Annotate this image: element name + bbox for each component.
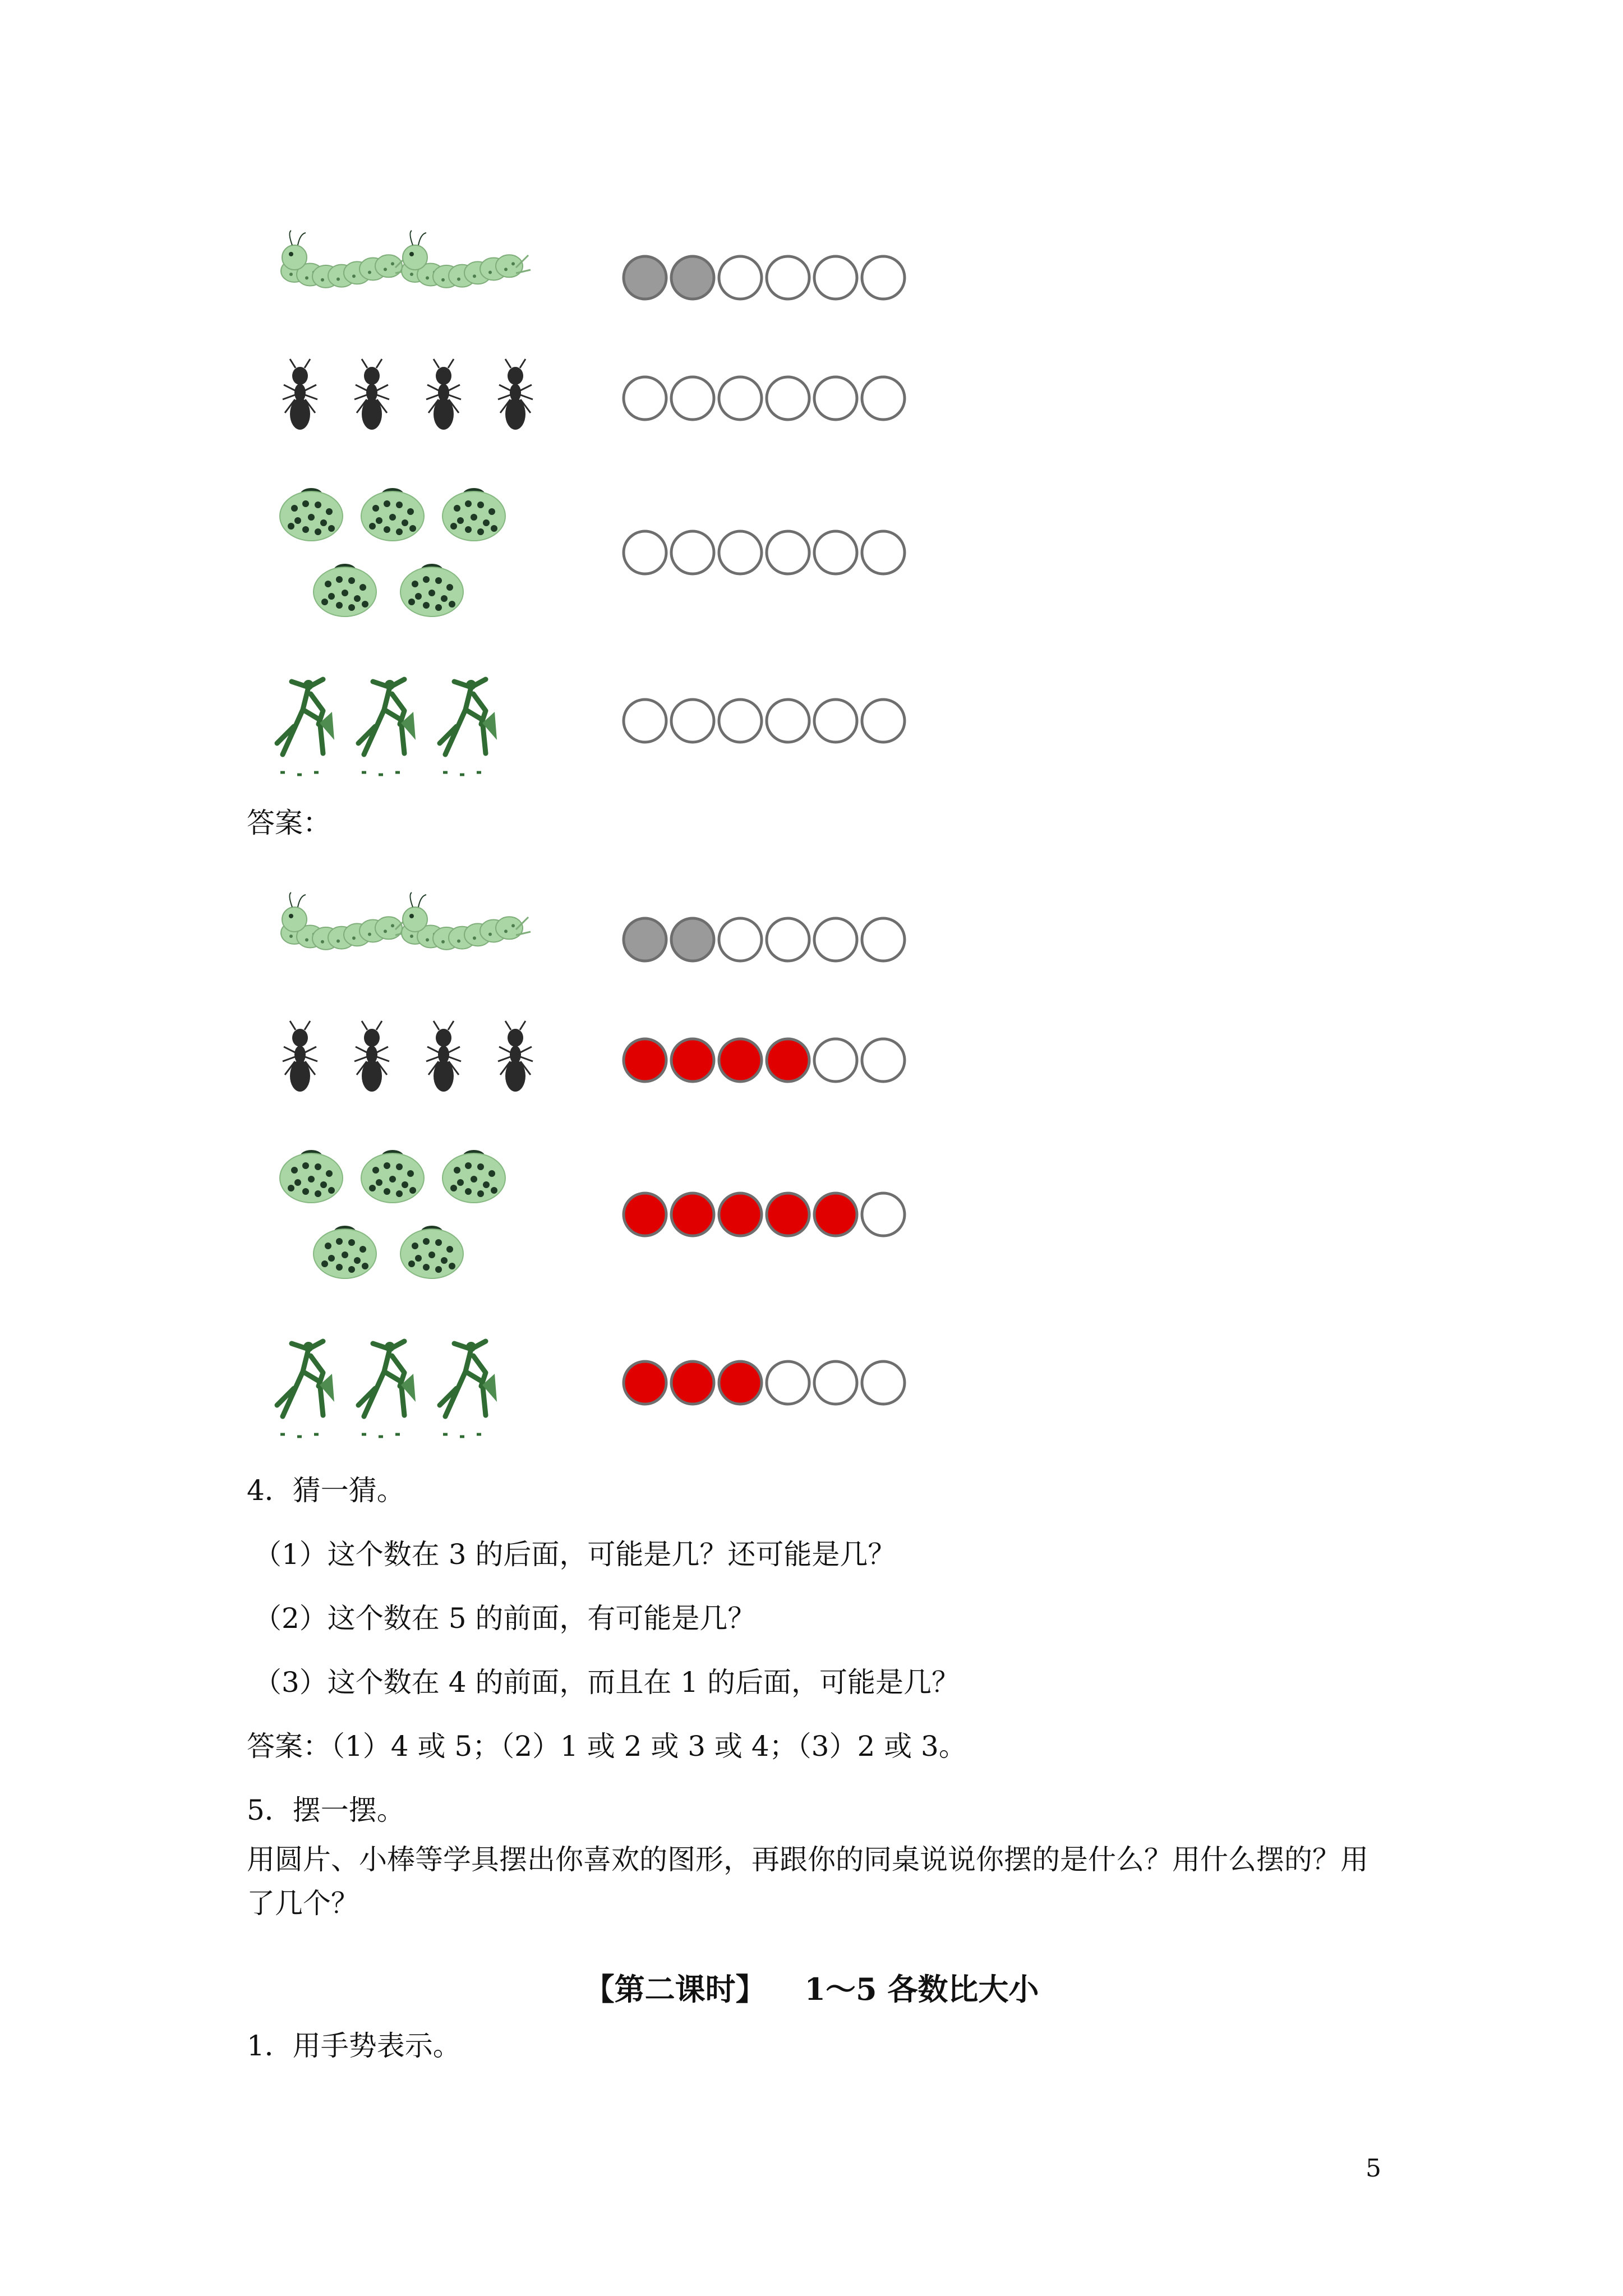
ant-icon [426, 359, 461, 430]
circle-row [624, 1039, 905, 1082]
empty-circle [719, 377, 762, 420]
exercise-row-caterpillar [281, 892, 905, 961]
empty-circle [814, 377, 857, 420]
empty-circle [862, 1039, 905, 1082]
ladybug-icon [280, 488, 343, 541]
filled-circle [719, 1039, 762, 1082]
empty-circle [767, 918, 809, 961]
ladybug-icon [400, 564, 463, 616]
empty-circle [814, 256, 857, 299]
ant-icon [498, 359, 533, 430]
q4-answer: 答案：（1）4 或 5；（2）1 或 2 或 3 或 4；（3）2 或 3。 [247, 1730, 967, 1763]
filled-circle [767, 1039, 809, 1082]
ladybug-icon [361, 1150, 424, 1203]
empty-circle [814, 531, 857, 574]
mantis-icon [277, 1341, 334, 1437]
ant-icon [283, 1021, 317, 1092]
filled-circle [671, 1361, 714, 1404]
filled-circle [814, 1193, 857, 1236]
q5-text: 用圆片、小棒等学具摆出你喜欢的图形，再跟你的同桌说说你摆的是什么？用什么摆的？用了几个？ [247, 1843, 1368, 1920]
circle-row [624, 918, 905, 961]
filled-circle [624, 1039, 666, 1082]
caterpillar-icon [281, 231, 410, 288]
empty-circle [767, 377, 809, 420]
q4-item-2: （2）这个数在 5 的前面，有可能是几？ [253, 1602, 756, 1635]
empty-circle [624, 531, 666, 574]
empty-circle [862, 377, 905, 420]
empty-circle [624, 377, 666, 420]
section2-q1: 1．用手势表示。 [247, 2030, 461, 2062]
answer-label: 答案： [247, 807, 331, 839]
empty-circle [862, 256, 905, 299]
empty-circle [862, 1193, 905, 1236]
ant-icon [498, 1021, 533, 1092]
mantis-icon [358, 1341, 416, 1437]
empty-circle [862, 531, 905, 574]
ant-icon [426, 1021, 461, 1092]
exercise-row-ant [283, 359, 905, 430]
empty-circle [814, 1361, 857, 1404]
empty-circle [862, 1361, 905, 1404]
empty-circle [719, 531, 762, 574]
ladybug-icon [400, 1226, 463, 1278]
empty-circle [719, 256, 762, 299]
section-heading [0, 1966, 1623, 2009]
filled-circle [767, 1193, 809, 1236]
empty-circle [767, 531, 809, 574]
ladybug-icon [361, 488, 424, 541]
ant-icon [354, 359, 389, 430]
caterpillar-icon [402, 231, 531, 288]
q5-title: 5．摆一摆。 [247, 1794, 405, 1826]
empty-circle [719, 918, 762, 961]
ladybug-icon [442, 488, 505, 541]
exercise-row-ant [283, 1021, 905, 1092]
empty-circle [767, 256, 809, 299]
filled-circle [671, 1039, 714, 1082]
ant-icon [354, 1021, 389, 1092]
mantis-icon [440, 1341, 497, 1437]
filled-circle [719, 1193, 762, 1236]
empty-circle [814, 918, 857, 961]
filled-circle [624, 256, 666, 299]
page-number: 5 [1366, 2154, 1381, 2183]
empty-circle [671, 377, 714, 420]
q4-item-3: （3）这个数在 4 的前面，而且在 1 的后面，可能是几？ [253, 1666, 960, 1699]
empty-circle [862, 918, 905, 961]
filled-circle [624, 918, 666, 961]
filled-circle [719, 1361, 762, 1404]
answer-figure [0, 662, 1623, 1447]
filled-circle [624, 1361, 666, 1404]
circle-row [624, 1193, 905, 1236]
exercise-row-mantis [277, 1341, 905, 1437]
exercise-row-ladybug [280, 1150, 905, 1278]
empty-circle [814, 1039, 857, 1082]
section-subtitle: 1～5 各数比大小 [804, 1971, 1039, 2007]
filled-circle [671, 1193, 714, 1236]
q4-item-1: （1）这个数在 3 的后面，可能是几？还可能是几？ [253, 1538, 896, 1571]
caterpillar-icon [402, 892, 531, 950]
circle-row [624, 1361, 905, 1404]
caterpillar-icon [281, 892, 410, 950]
circle-row [624, 531, 905, 574]
counting-answer [0, 662, 1623, 1447]
exercise-row-caterpillar [281, 231, 905, 299]
circle-row [624, 377, 905, 420]
empty-circle [767, 1361, 809, 1404]
ant-icon [283, 359, 317, 430]
filled-circle [671, 918, 714, 961]
ladybug-icon [313, 1226, 376, 1278]
filled-circle [671, 256, 714, 299]
section-bracket-title: 【第二课时】 [584, 1971, 766, 2007]
filled-circle [624, 1193, 666, 1236]
circle-row [624, 256, 905, 299]
exercise-row-ladybug [280, 488, 905, 616]
ladybug-icon [280, 1150, 343, 1203]
empty-circle [671, 531, 714, 574]
ladybug-icon [442, 1150, 505, 1203]
q4-title: 4．猜一猜。 [247, 1474, 405, 1507]
ladybug-icon [313, 564, 376, 616]
